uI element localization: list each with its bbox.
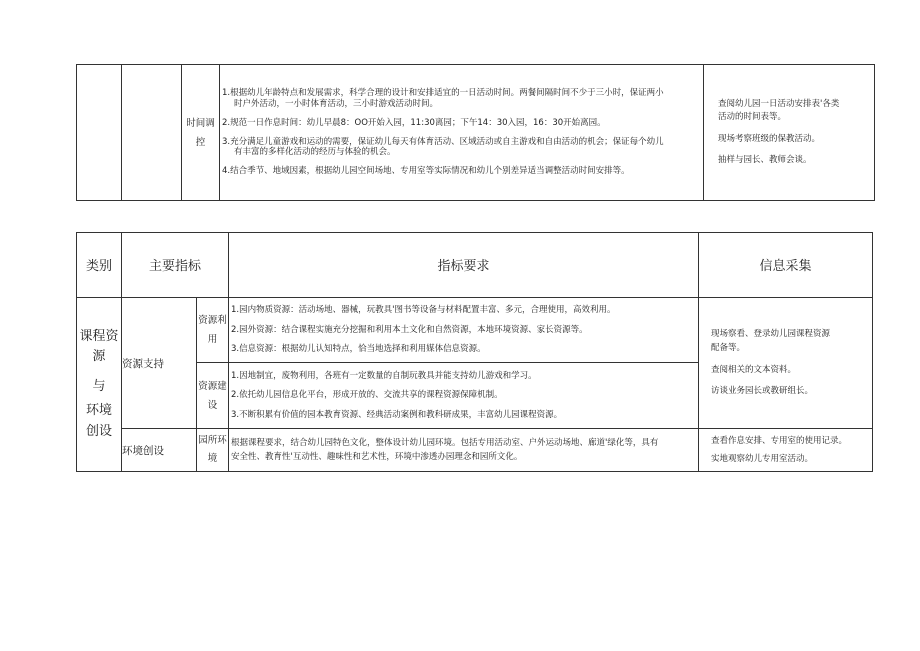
- info-resource-support: [699, 297, 873, 429]
- sub-indicator-campus-environment: 园所环境: [197, 429, 229, 472]
- requirements-cell: [220, 65, 704, 201]
- requirement-line: 2.规范一日作息时间：幼儿早晨8：OO开始入园，11:30离园；下午14：30入园，16：30开始离园。: [222, 117, 606, 128]
- indicator-resource-support: 资源支持: [122, 297, 197, 429]
- schedule-table: [76, 64, 875, 201]
- requirement-line: 安全性、教育性'互动性、趣味性和艺术性，环境中渗透办园理念和园所文化。: [231, 452, 523, 463]
- curriculum-resources-table: [76, 232, 873, 472]
- header-indicator: 主要指标: [122, 233, 229, 298]
- category-curriculum-environment: 课程资 源 与 环境 创设: [77, 297, 122, 471]
- info-line: 查阅幼儿园一日活动安排表'各类: [718, 99, 840, 110]
- header-requirements: 指标要求: [229, 233, 699, 298]
- info-line: 现场考察班级的保教活动。: [718, 133, 821, 144]
- requirement-line: 1.根据幼儿年龄特点和发展需求，科学合理的设计和安排适宜的一日活动时间。两餐间隔时间不少于三小时，保证两小 时户外活动，一小时体育活动，三小时游戏活动时间。: [222, 88, 664, 109]
- info-environment-creation: [699, 429, 873, 472]
- info-line: 现场察看、登录幼儿园课程资源: [711, 329, 831, 340]
- header-category: 类别: [77, 233, 122, 298]
- sub-indicator-resource-use: 资源利用: [197, 297, 229, 362]
- requirements-campus-environment: [229, 429, 699, 472]
- requirement-line: 根据课程要求，结合幼儿园特色文化，整体设计幼儿园环境。包括专用活动室、户外运动场地、廊道'绿化等，具有: [231, 438, 659, 449]
- requirement-line: 2.依托幼儿园信息化平台，形成开放的、交流共享的课程资源保障机制。: [231, 390, 503, 401]
- requirement-line: 3.信息资源：根据幼儿认知特点，恰当地选择和利用媒体信息资源。: [231, 343, 486, 354]
- indicator-cell-empty: [122, 65, 182, 201]
- requirement-line: 3.充分满足儿童游戏和运动的需要，保证幼儿每天有体育活动、区域活动或自主游戏和自由活动的机会；保证每个幼儿 有丰富的多样化活动的经历与体验的机会。: [222, 137, 664, 158]
- info-line: 查阅相关的文本资料。: [711, 364, 797, 375]
- header-info-collection: 信息采集: [699, 233, 873, 298]
- indicator-environment-creation: 环境创设: [122, 429, 197, 472]
- info-line: 活动的时间表等。: [718, 111, 787, 122]
- info-line: 访谈业务园长或教研组长。: [711, 386, 814, 397]
- info-collection-cell: [704, 65, 875, 201]
- sub-indicator-time-control: 时间调控: [182, 65, 220, 201]
- info-line: 实地观察幼儿专用室活动。: [711, 454, 814, 465]
- category-cell-empty: [77, 65, 122, 201]
- requirements-resource-building: [229, 362, 699, 429]
- requirement-line: 1.因地制宜，废物利用，各班有一定数量的自制玩教具并能支持幼儿游戏和学习。: [231, 371, 537, 382]
- info-line: 查看作息安排、专用室的使用记录。: [711, 435, 848, 446]
- info-line: 抽样与园长、教师会谈。: [718, 155, 812, 166]
- requirement-line: 4.结合季节、地域因素，根据幼儿园空间场地、专用室等实际情况和幼儿个别差异适当调整活动时间安排等。: [222, 166, 630, 177]
- requirement-line: 2.园外资源：结合课程实施充分挖掘和利用本土文化和自然资源，本地环境资源、家长资源等。: [231, 324, 588, 335]
- requirement-line: 1.园内物质资源：活动场地、器械，玩教具'图书等设备与材料配置丰富、多元，合理使用，高效利用。: [231, 305, 616, 316]
- requirement-line: 3.不断积累有价值的园本教育资源、经典活动案例和教科研成果，丰富幼儿园课程资源。: [231, 409, 563, 420]
- requirements-resource-use: [229, 297, 699, 362]
- sub-indicator-resource-building: 资源建设: [197, 362, 229, 429]
- info-line: 配备等。: [711, 343, 746, 353]
